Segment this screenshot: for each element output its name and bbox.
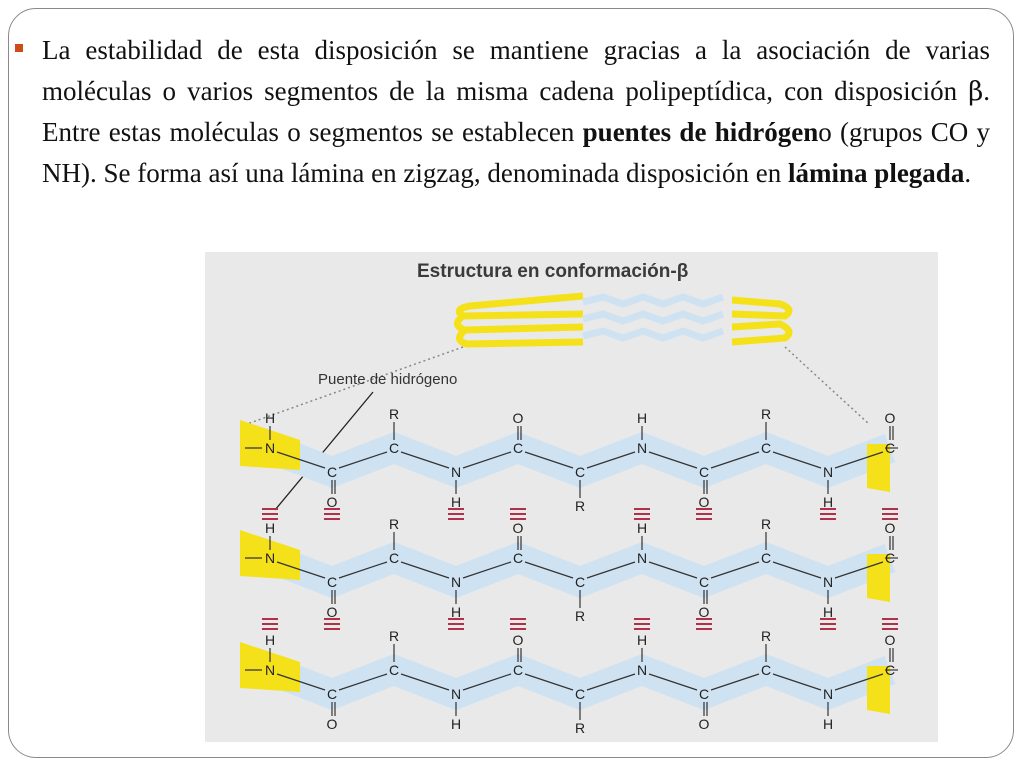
strand-2-backbone-atom: C (884, 550, 896, 566)
strand-2-oxygen-atom: O (512, 520, 524, 536)
strand-3-oxygen-atom: O (326, 716, 338, 732)
schematic-right-fold (732, 300, 789, 342)
beta-sheet-diagram (205, 252, 938, 742)
strand-3-backbone-atom: C (698, 686, 710, 702)
strand-1-hydrogen-atom: H (264, 410, 276, 426)
strand-2-side-chain-r: R (574, 608, 586, 624)
strand-3-oxygen-atom: O (512, 632, 524, 648)
strand-3-backbone-atom: C (760, 662, 772, 678)
sheet-schematic (457, 296, 789, 344)
bullet-paragraph (42, 30, 990, 193)
strand-2-backbone-atom: C (698, 574, 710, 590)
beta-sheet-figure (205, 252, 938, 742)
strand-2-oxygen-atom: O (884, 520, 896, 536)
strand-3-backbone-atom: N (636, 662, 648, 678)
strand-2-backbone-atom: N (636, 550, 648, 566)
schematic-blue-wave-3 (583, 331, 723, 338)
hydrogen-bond-callout-label: Puente de hidrógeno (318, 371, 458, 388)
schematic-left-fold (457, 296, 583, 344)
strand-3-backbone-atom: C (512, 662, 524, 678)
strand-2-backbone-atom: C (760, 550, 772, 566)
strand-1-oxygen-atom: O (512, 410, 524, 426)
strand-2-oxygen-atom: O (698, 604, 710, 620)
strand-1-backbone-atom: N (450, 464, 462, 480)
strand-1-side-chain-r: R (760, 406, 772, 422)
strand-2-side-chain-r: R (388, 516, 400, 532)
zoom-guide-right (785, 347, 869, 424)
strand-2-backbone-atom: C (512, 550, 524, 566)
strand-2-hydrogen-atom: H (636, 520, 648, 536)
strand-1-side-chain-r: R (388, 406, 400, 422)
strand-2-backbone-atom: N (822, 574, 834, 590)
strand-1-backbone-atom: C (574, 464, 586, 480)
strand-2-hydrogen-atom: H (264, 520, 276, 536)
bold-term-hydrogen-bonds: puentes de hidrógen (582, 117, 819, 147)
strand-2-backbone-atom: C (388, 550, 400, 566)
peptide-strands (240, 406, 898, 736)
strand-1-backbone-atom: N (264, 440, 276, 456)
strand-3-hydrogen-atom: H (636, 632, 648, 648)
strand-3-side-chain-r: R (574, 720, 586, 736)
strand-1-backbone-atom: C (388, 440, 400, 456)
schematic-blue-wave-2 (583, 314, 723, 321)
strand-2-hydrogen-atom: H (822, 604, 834, 620)
strand-3-side-chain-r: R (760, 628, 772, 644)
strand-1-backbone-atom: C (326, 464, 338, 480)
bullet-marker (15, 44, 23, 52)
strand-3-backbone-atom: C (326, 686, 338, 702)
strand-1-backbone-atom: N (636, 440, 648, 456)
strand-3-oxygen-atom: O (698, 716, 710, 732)
paragraph-text-4: . (964, 157, 972, 188)
strand-2-oxygen-atom: O (326, 604, 338, 620)
strand-3-side-chain-r: R (388, 628, 400, 644)
strand-1-oxygen-atom: O (326, 494, 338, 510)
strand-2-backbone-atom: C (326, 574, 338, 590)
strand-2-backbone-atom: N (450, 574, 462, 590)
strand-2-backbone-atom: N (264, 550, 276, 566)
strand-1-backbone-atom: C (760, 440, 772, 456)
strand-2-backbone-atom: C (574, 574, 586, 590)
strand-1-backbone-atom: C (884, 440, 896, 456)
strand-3-hydrogen-atom: H (450, 716, 462, 732)
paragraph-text-2: . Entre estas moléculas o segmentos se establecen (42, 75, 990, 147)
paragraph-text-3: o (grupos CO y NH). Se forma así una lámina en zigzag, denominada disposición en (42, 117, 990, 188)
strand-3-oxygen-atom: O (884, 632, 896, 648)
strand-1-hydrogen-atom: H (822, 494, 834, 510)
strand-3-hydrogen-atom: H (822, 716, 834, 732)
strand-3-backbone-atom: N (264, 662, 276, 678)
beta-symbol: β (968, 76, 984, 107)
strand-3-backbone-atom: N (822, 686, 834, 702)
strand-3-backbone-atom: C (884, 662, 896, 678)
strand-1-hydrogen-atom: H (450, 494, 462, 510)
strand-1-side-chain-r: R (574, 498, 586, 514)
strand-3-hydrogen-atom: H (264, 632, 276, 648)
paragraph-text-1: La estabilidad de esta disposición se mantiene gracias a la asociación de varias moléculas o varios segmentos de la misma cadena polipeptídica, con disposición (42, 35, 990, 106)
strand-2-hydrogen-atom: H (450, 604, 462, 620)
strand-3-backbone-atom: C (388, 662, 400, 678)
strand-1-oxygen-atom: O (884, 410, 896, 426)
strand-1-hydrogen-atom: H (636, 410, 648, 426)
strand-1-backbone-atom: N (822, 464, 834, 480)
strand-1-backbone-atom: C (698, 464, 710, 480)
strand-2-side-chain-r: R (760, 516, 772, 532)
bold-term-pleated-sheet: lámina plegada (788, 157, 965, 188)
strand-1-backbone-atom: C (512, 440, 524, 456)
strand-3-backbone-atom: C (574, 686, 586, 702)
figure-title: Estructura en conformación-β (417, 261, 689, 282)
strand-1-oxygen-atom: O (698, 494, 710, 510)
strand-3-backbone-atom: N (450, 686, 462, 702)
schematic-blue-wave-1 (583, 297, 723, 304)
